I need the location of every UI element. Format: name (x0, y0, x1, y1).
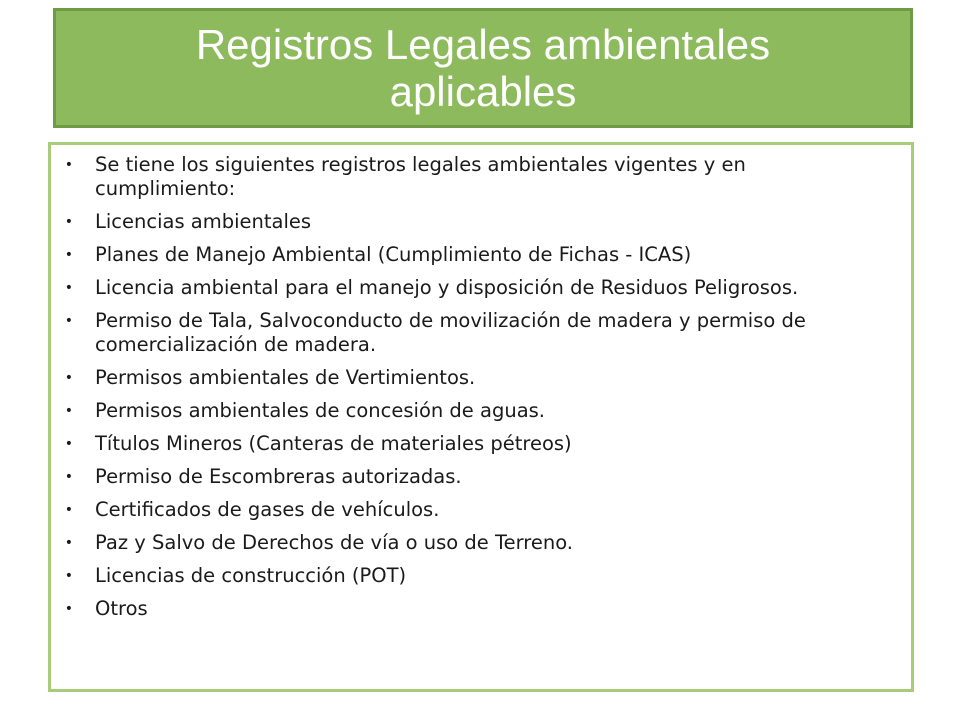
bullet-icon: • (64, 157, 73, 173)
list-item (51, 432, 881, 456)
bullet-icon: • (64, 436, 73, 452)
list-item (51, 465, 881, 489)
list-item-text: Permiso de Escombreras autorizadas. (95, 465, 462, 488)
list-item-text: Licencias de construcción (POT) (95, 564, 407, 587)
list-item-text: Permisos ambientales de concesión de aguas. (95, 399, 545, 422)
slide-title: Registros Legales ambientales aplicables (195, 20, 771, 115)
content-panel (48, 142, 914, 692)
bullet-icon: • (64, 502, 73, 518)
list-item-text: Licencias ambientales (95, 210, 312, 233)
list-item (51, 531, 881, 555)
bullet-icon: • (64, 601, 73, 617)
bullet-icon: • (64, 568, 73, 584)
list-item (51, 597, 881, 621)
bullet-icon: • (64, 247, 73, 263)
list-item (51, 366, 881, 390)
list-item-text: Paz y Salvo de Derechos de vía o uso de Terreno. (95, 531, 573, 554)
bullet-icon: • (64, 214, 73, 230)
list-item (51, 210, 881, 234)
list-item-text: Certificados de gases de vehículos. (95, 498, 440, 521)
list-item (51, 153, 881, 201)
list-item-text: Permiso de Tala, Salvoconducto de movilización de madera y permiso de comercialización de madera. (95, 309, 806, 356)
list-item-text: Se tiene los siguientes registros legales ambientales vigentes y en cumplimiento: (95, 153, 746, 200)
list-item-text: Planes de Manejo Ambiental (Cumplimiento de Fichas - ICAS) (95, 243, 692, 266)
list-item (51, 564, 881, 588)
list-item (51, 309, 881, 357)
bullet-icon: • (64, 280, 73, 296)
bullet-icon: • (64, 370, 73, 386)
bullet-list (51, 145, 911, 621)
list-item (51, 243, 881, 267)
bullet-icon: • (64, 403, 73, 419)
bullet-icon: • (64, 469, 73, 485)
bullet-icon: • (64, 535, 73, 551)
list-item-text: Títulos Mineros (Canteras de materiales pétreos) (95, 432, 572, 455)
bullet-icon: • (64, 313, 73, 329)
list-item (51, 399, 881, 423)
list-item (51, 498, 881, 522)
title-banner (53, 8, 913, 128)
list-item-text: Licencia ambiental para el manejo y disposición de Residuos Peligrosos. (95, 276, 799, 299)
list-item (51, 276, 881, 300)
list-item-text: Otros (95, 597, 148, 620)
list-item-text: Permisos ambientales de Vertimientos. (95, 366, 476, 389)
